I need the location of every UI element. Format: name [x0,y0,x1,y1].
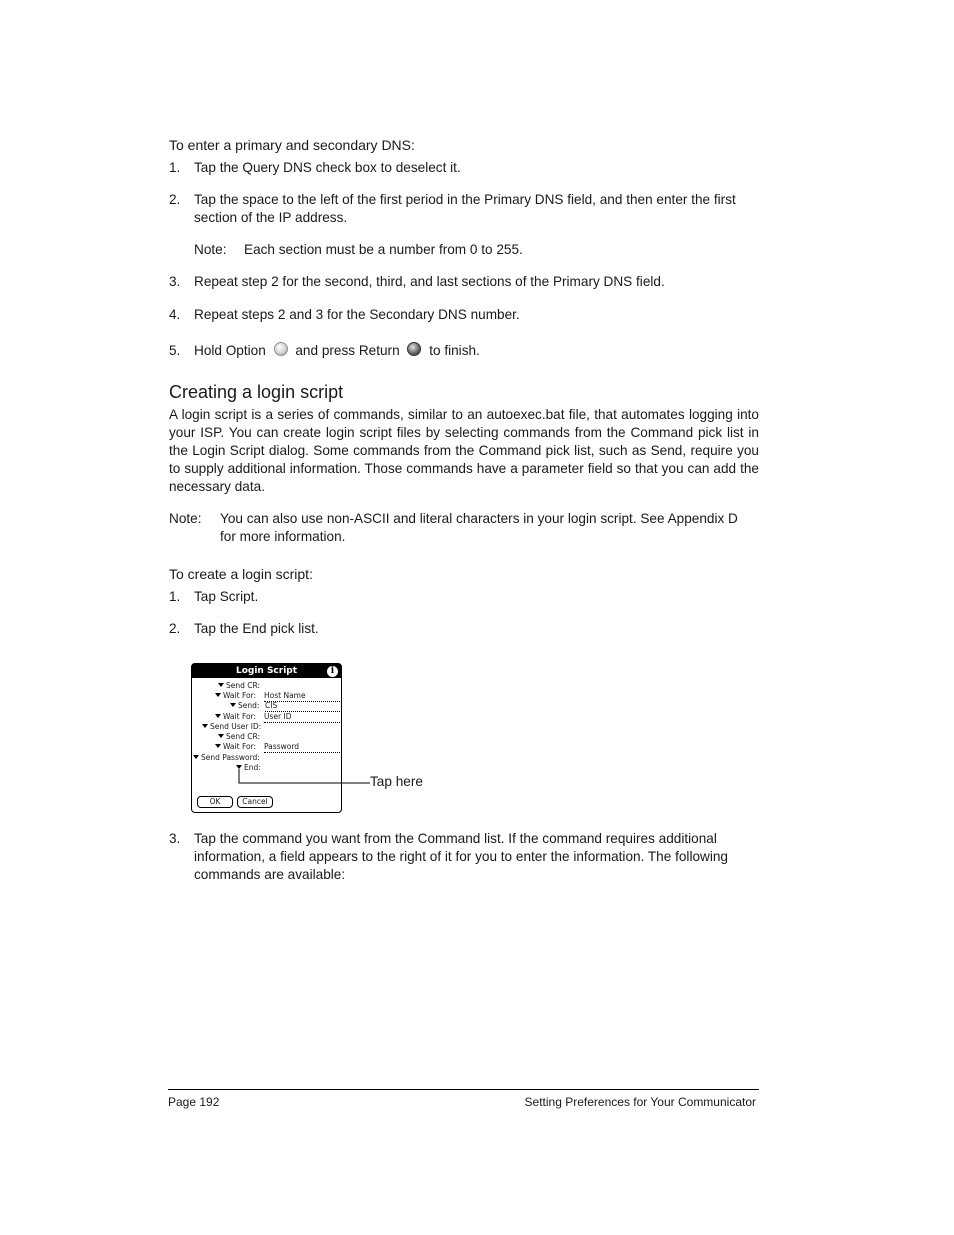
return-key-icon [407,342,421,356]
step-text: Tap the space to the left of the first period in the Primary DNS field, and then enter the first section of the IP address. [194,192,736,225]
step-text: Tap the command you want from the Command list. If the command requires additional information, a field appears to the right of it for you to enter the information. The following commands are available: [194,831,728,882]
footer-rule [168,1089,759,1090]
note-label: Note: [169,511,202,526]
script-command[interactable]: Wait For: [215,742,256,752]
step-text: Tap Script. [194,589,259,604]
script-command[interactable]: Send CR: [218,681,260,691]
dropdown-arrow-icon [193,755,199,759]
ok-button[interactable]: OK [197,796,233,808]
callout-label: Tap here [370,774,423,789]
dropdown-arrow-icon [215,693,221,697]
step-text: Tap the Query DNS check box to deselect it. [194,160,461,175]
step-number: 1. [169,589,181,604]
dropdown-arrow-icon [215,714,221,718]
intro-paragraph: A login script is a series of commands, similar to an autoexec.bat file, that automates logging into your ISP. You can create login script files by selecting commands from the Command pick list in the Login Script dialog. Some commands from the Command pick list, such as Send, require you to supply additional information. Those commands have a parameter field so that you can add the necessary data. [169,407,759,494]
step-number: 4. [169,307,181,322]
step-number: 3. [169,831,181,846]
step-number: 1. [169,160,181,175]
dns-procedure-title: To enter a primary and secondary DNS: [169,137,415,153]
script-command[interactable]: Send Password: [193,753,260,763]
dropdown-arrow-icon [230,703,236,707]
step-number: 5. [169,343,181,358]
note-label: Note: [194,242,227,257]
info-icon[interactable]: i [327,666,338,677]
note-text: Each section must be a number from 0 to 255. [244,242,523,257]
dropdown-arrow-icon [202,724,208,728]
section-heading: Creating a login script [169,382,344,402]
script-command[interactable]: Send CR: [218,732,260,742]
login-procedure-title: To create a login script: [169,566,313,582]
end-pick-list[interactable]: End: [236,763,261,773]
dialog-title-bar [192,664,341,678]
step-text: Repeat steps 2 and 3 for the Secondary DNS number. [194,307,520,322]
note-text: You can also use non-ASCII and literal characters in your login script. See Appendix D for more information. [220,511,738,544]
step-text [194,342,760,360]
step-text-part: to finish. [429,343,480,358]
chapter-title: Setting Preferences for Your Communicator [524,1095,756,1109]
script-parameter-field[interactable]: CIS [265,701,340,712]
script-command[interactable]: Wait For: [215,712,256,722]
dropdown-arrow-icon [215,744,221,748]
step-text: Repeat step 2 for the second, third, and last sections of the Primary DNS field. [194,274,665,289]
script-parameter-field[interactable]: Password [264,742,340,753]
callout-line [230,760,375,790]
page-number: Page 192 [168,1095,220,1109]
dropdown-arrow-icon [218,734,224,738]
script-parameter-field[interactable]: Host Name [264,691,340,702]
step-number: 3. [169,274,181,289]
login-script-dialog [191,663,342,813]
script-parameter-field[interactable]: User ID [264,712,340,723]
dialog-title: Login Script [235,666,298,676]
step-text-part: and press Return [295,343,400,358]
step-text: Tap the End pick list. [194,621,319,636]
step-text-part: Hold Option [194,343,266,358]
step-number: 2. [169,192,181,207]
option-key-icon [274,342,288,356]
cancel-button[interactable]: Cancel [237,796,273,808]
script-command[interactable]: Wait For: [215,691,256,701]
script-command[interactable]: Send: [230,701,259,711]
script-command[interactable]: Send User ID: [202,722,261,732]
dropdown-arrow-icon [218,683,224,687]
step-number: 2. [169,621,181,636]
